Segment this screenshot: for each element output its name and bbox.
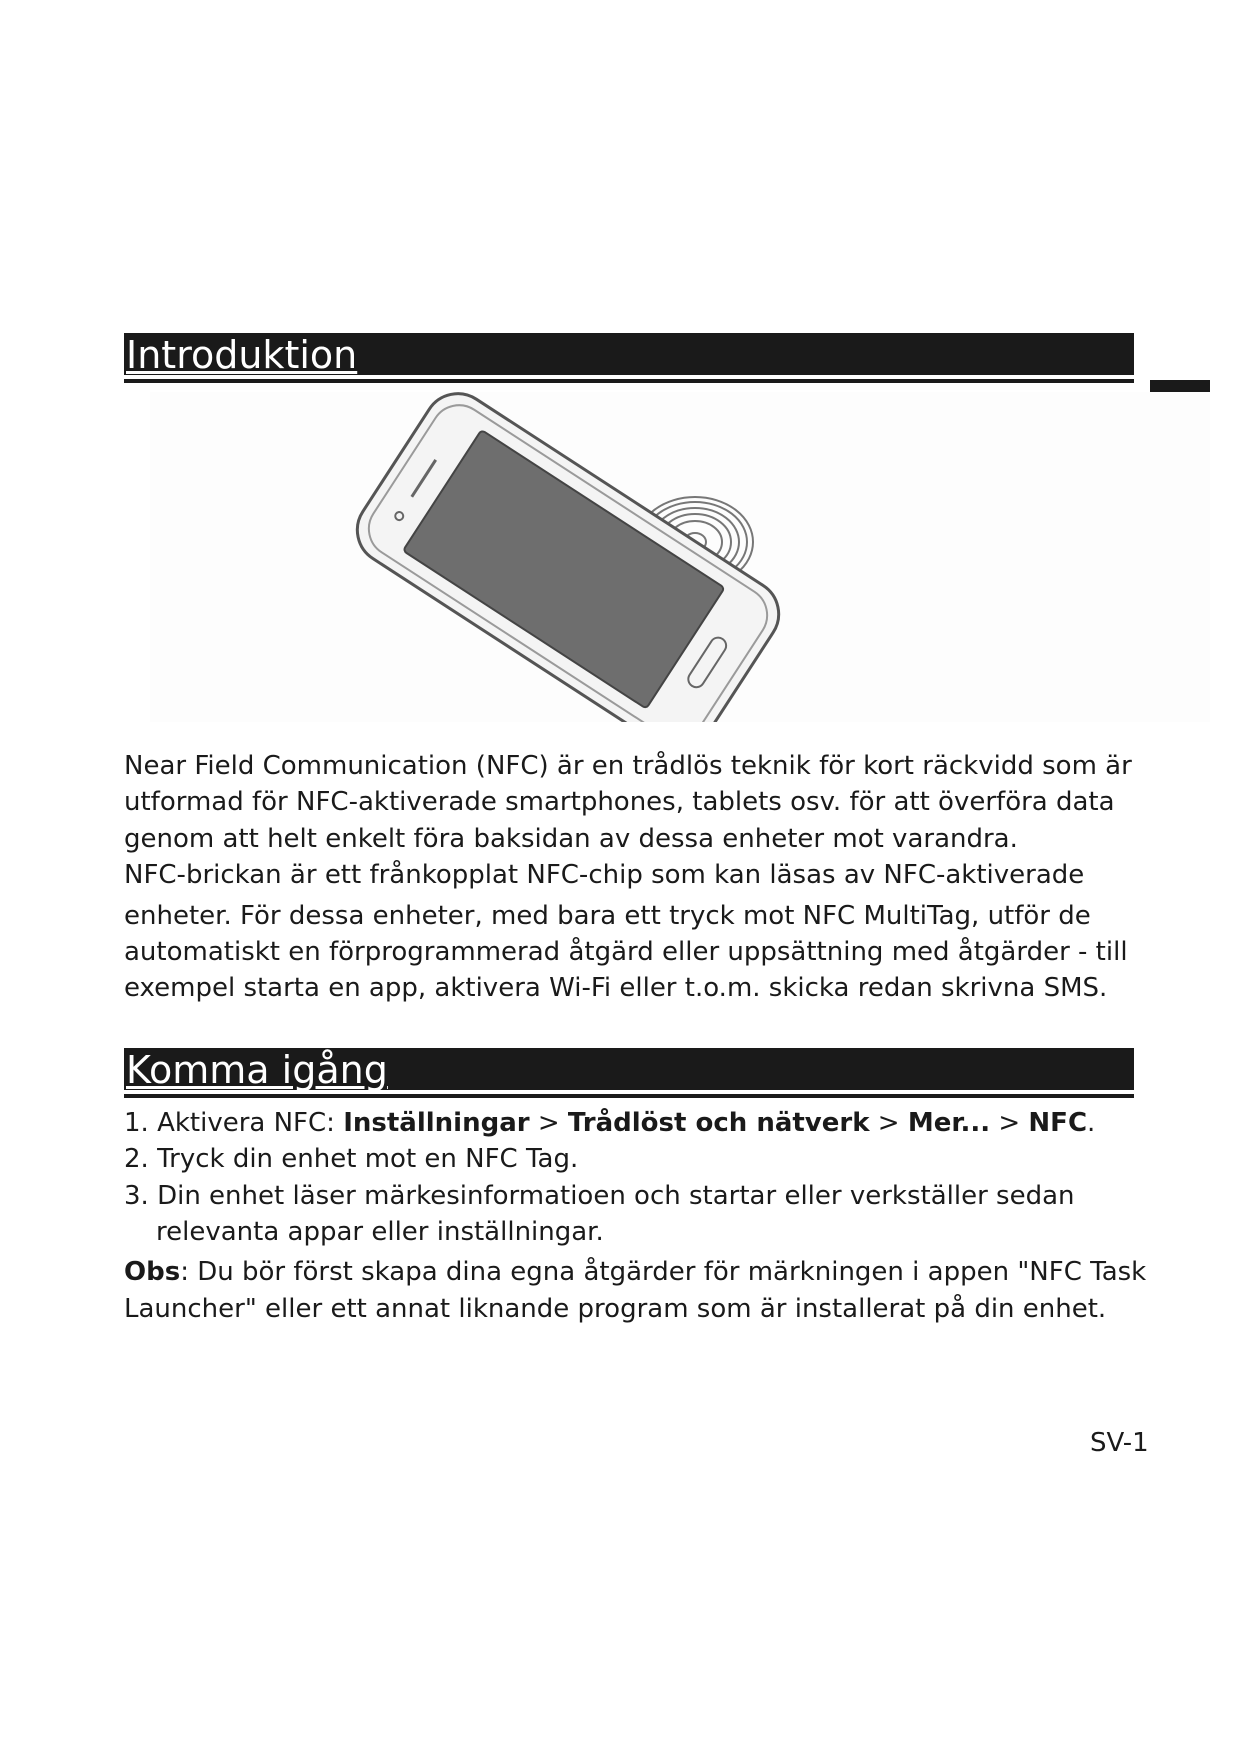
intro-line: genom att helt enkelt föra baksidan av dessa enheter mot varandra.	[124, 823, 1018, 854]
section-header-introduction	[124, 333, 1134, 375]
intro-line: utformad för NFC-aktiverade smartphones, tablets osv. för att överföra data	[124, 787, 1115, 818]
nfc-phone-illustration	[150, 392, 1210, 722]
step-3: 3. Din enhet läser märkesinformatioen och startar eller verkställer sedan	[124, 1180, 1075, 1211]
settings-label: Inställningar	[343, 1108, 530, 1138]
nfc-label: NFC	[1028, 1108, 1088, 1138]
phone-tag-drawing	[150, 392, 1210, 722]
separator: >	[529, 1108, 568, 1138]
separator: >	[869, 1108, 908, 1138]
page-number: SV-1	[1090, 1428, 1149, 1458]
step-2: 2. Tryck din enhet mot en NFC Tag.	[124, 1144, 579, 1175]
section-title: Introduktion	[126, 333, 358, 377]
intro-line: Near Field Communication (NFC) är en trådlös teknik för kort räckvidd som är	[124, 751, 1132, 781]
step-1-prefix: 1. Aktivera NFC:	[124, 1108, 344, 1138]
steps-list	[124, 1105, 1134, 1251]
intro-line: exempel starta en app, aktivera Wi-Fi eller t.o.m. skicka redan skrivna SMS.	[124, 973, 1108, 1004]
intro-line: NFC-brickan är ett frånkopplat NFC-chip som kan läsas av NFC-aktiverade	[124, 860, 1085, 891]
separator: >	[990, 1108, 1029, 1138]
note-text: : Du bör först skapa dina egna åtgärder för märkningen i appen "NFC Task	[180, 1257, 1147, 1287]
more-label: Mer...	[907, 1108, 991, 1138]
step-1	[124, 1105, 1134, 1141]
intro-paragraph	[124, 748, 1134, 1007]
wireless-network-label: Trådlöst och nätverk	[567, 1108, 870, 1138]
section-rule	[124, 1094, 1134, 1098]
intro-line: enheter. För dessa enheter, med bara ett tryck mot NFC MultiTag, utför de	[124, 900, 1091, 931]
note-line: Launcher" eller ett annat liknande program som är installerat på din enhet.	[124, 1294, 1107, 1324]
note-paragraph	[124, 1254, 1147, 1328]
note-label: Obs	[124, 1257, 181, 1287]
section-header-getting-started	[124, 1048, 1134, 1090]
period: .	[1087, 1108, 1096, 1138]
section-title: Komma igång	[126, 1048, 388, 1092]
step-3-continued: relevanta appar eller inställningar.	[156, 1217, 604, 1248]
intro-line: automatiskt en förprogrammerad åtgärd eller uppsättning med åtgärder - till	[124, 937, 1128, 968]
note-line	[124, 1254, 1147, 1291]
section-rule	[124, 379, 1134, 383]
